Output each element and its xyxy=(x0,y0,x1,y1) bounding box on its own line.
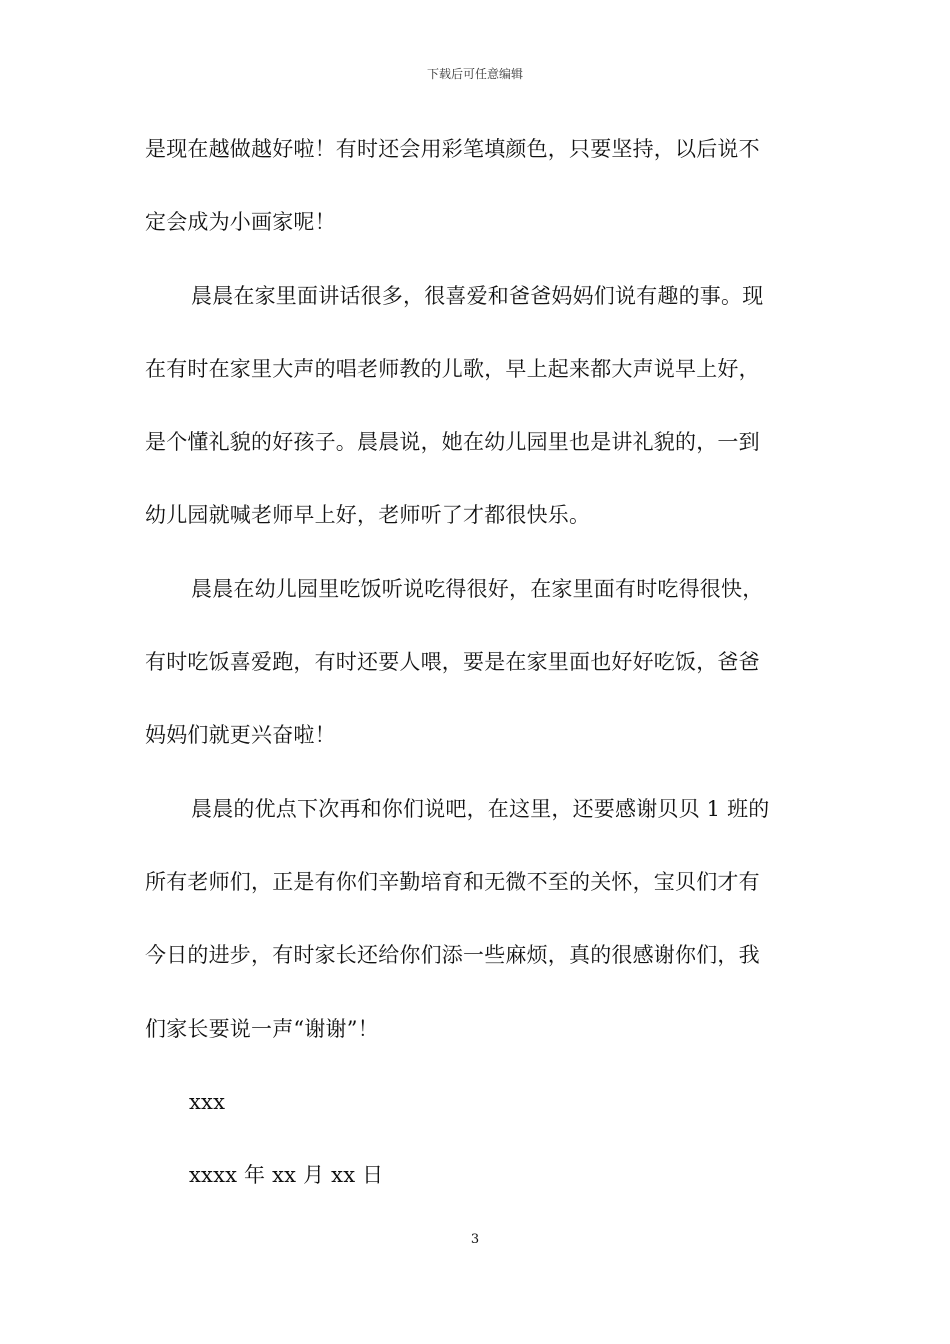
paragraph-line: 晨晨在家里面讲话很多，很喜爱和爸爸妈妈们说有趣的事。现 xyxy=(191,283,764,308)
signature-name: xxx xyxy=(189,1089,226,1114)
paragraph-line: 今日的进步，有时家长还给你们添一些麻烦，真的很感谢你们，我 xyxy=(145,943,760,968)
paragraph-line: 在有时在家里大声的唱老师教的儿歌，早上起来都大声说早上好， xyxy=(145,356,760,381)
document-body xyxy=(145,131,817,1230)
paragraph-line: 晨晨的优点下次再和你们说吧，在这里，还要感谢贝贝 1 班的 xyxy=(191,796,770,821)
paragraph-line: 晨晨在幼儿园里吃饭听说吃得很好，在家里面有时吃得很快， xyxy=(191,576,764,601)
paragraph-line: 幼儿园就喊老师早上好，老师听了才都很快乐。 xyxy=(145,503,591,528)
signature-date: xxxx 年 xx 月 xx 日 xyxy=(189,1163,384,1188)
paragraph-line: 们家长要说一声“谢谢”！ xyxy=(145,1016,379,1041)
paragraph-line: 是个懂礼貌的好孩子。晨晨说，她在幼儿园里也是讲礼貌的，一到 xyxy=(145,430,760,455)
page-header: 下载后可任意编辑 xyxy=(426,67,523,81)
paragraph-line: 所有老师们，正是有你们辛勤培育和无微不至的关怀，宝贝们才有 xyxy=(145,869,760,894)
paragraph-line: 是现在越做越好啦！有时还会用彩笔填颜色，只要坚持，以后说不 xyxy=(145,137,760,161)
paragraph-line: 定会成为小画家呢！ xyxy=(145,210,336,235)
paragraph-line: 妈妈们就更兴奋啦！ xyxy=(145,723,336,748)
paragraph-line: 有时吃饭喜爱跑，有时还要人喂，要是在家里面也好好吃饭，爸爸 xyxy=(145,650,760,675)
page-number: 3 xyxy=(470,1232,480,1247)
